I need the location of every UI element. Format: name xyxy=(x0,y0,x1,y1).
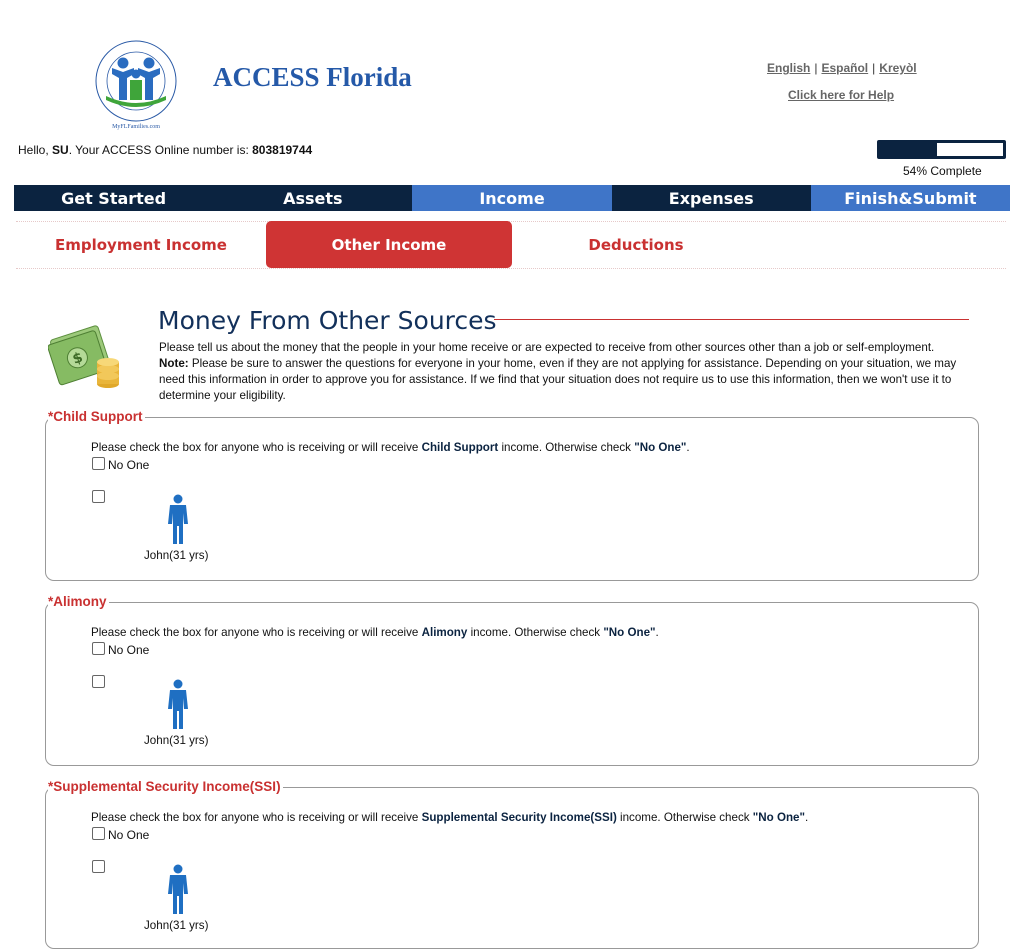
title-rule xyxy=(494,319,969,320)
brand-title: ACCESS Florida xyxy=(213,62,412,92)
florida-dcf-seal-icon xyxy=(90,38,182,130)
alimony-john-checkbox[interactable] xyxy=(92,675,105,688)
language-links: English | Español | Kreyòl xyxy=(767,61,917,75)
question-after: income. Otherwise check xyxy=(616,811,753,824)
child-support-person-label: John(31 yrs) xyxy=(144,549,209,562)
subtab-other-income[interactable]: Other Income xyxy=(266,221,512,268)
logo-caption: MyFLFamilies.com xyxy=(112,124,160,130)
person-icon xyxy=(167,494,189,544)
subnav-bottom-divider xyxy=(16,268,1006,269)
ssi-john-checkbox[interactable] xyxy=(92,860,105,873)
help-link-wrap xyxy=(788,88,894,102)
child-support-question xyxy=(91,441,690,454)
money-stack-icon xyxy=(48,318,124,392)
income-type: Child Support xyxy=(421,441,499,454)
greeting xyxy=(18,143,312,157)
user-name: SU xyxy=(52,143,69,157)
question-before: Please check the box for anyone who is receiving or will receive xyxy=(91,441,422,454)
help-link[interactable]: Click here for Help xyxy=(788,88,895,102)
tab-income[interactable]: Income xyxy=(412,185,611,211)
question-before: Please check the box for anyone who is receiving or will receive xyxy=(91,626,422,639)
child-support-no-one-checkbox[interactable] xyxy=(92,457,105,470)
progress-fill xyxy=(937,143,1003,156)
progress-bar xyxy=(877,140,1006,159)
alimony-no-one-checkbox[interactable] xyxy=(92,642,105,655)
greeting-middle: . Your ACCESS Online number is: xyxy=(68,143,253,157)
section-title: Money From Other Sources xyxy=(158,306,497,335)
no-one-quoted: "No One" xyxy=(752,811,805,824)
tab-get-started[interactable]: Get Started xyxy=(14,185,213,211)
ssi-no-one-label: No One xyxy=(108,828,150,842)
section-intro xyxy=(159,340,979,404)
person-icon xyxy=(167,679,189,729)
tab-finish-submit[interactable]: Finish&Submit xyxy=(811,185,1010,211)
tab-expenses[interactable]: Expenses xyxy=(612,185,811,211)
question-before: Please check the box for anyone who is receiving or will receive xyxy=(91,811,422,824)
note-label: Note: xyxy=(159,357,189,370)
child-support-no-one-label: No One xyxy=(108,458,150,472)
child-support-john-checkbox[interactable] xyxy=(92,490,105,503)
progress-label: 54% Complete xyxy=(903,164,982,178)
alimony-question xyxy=(91,626,659,639)
lang-kreyol-link[interactable]: Kreyòl xyxy=(879,61,917,75)
lang-espanol-link[interactable]: Español xyxy=(821,61,869,75)
question-end: . xyxy=(686,441,690,454)
main-nav xyxy=(14,185,1010,211)
income-type: Alimony xyxy=(421,626,468,639)
person-icon xyxy=(167,864,189,914)
no-one-quoted: "No One" xyxy=(634,441,687,454)
sub-nav xyxy=(16,221,1006,269)
question-after: income. Otherwise check xyxy=(467,626,604,639)
subtab-employment-income[interactable]: Employment Income xyxy=(55,235,227,254)
alimony-legend: *Alimony xyxy=(48,594,107,609)
tab-assets[interactable]: Assets xyxy=(213,185,412,211)
ssi-question xyxy=(91,811,808,824)
question-end: . xyxy=(655,626,659,639)
svg-text:$: $ xyxy=(70,349,85,368)
access-number: 803819744 xyxy=(252,143,313,157)
subtab-deductions[interactable]: Deductions xyxy=(588,235,684,254)
income-type: Supplemental Security Income(SSI) xyxy=(421,811,617,824)
alimony-no-one-label: No One xyxy=(108,643,150,657)
note-text: Please be sure to answer the questions for everyone in your home, even if they are not applying for assistance. Depending on your situation, we may need this information in order to approve you for assistance. If we find that your situation does not require us to use this information, then we won't use it to determine your eligibility. xyxy=(159,357,957,402)
ssi-no-one-checkbox[interactable] xyxy=(92,827,105,840)
question-after: income. Otherwise check xyxy=(498,441,635,454)
no-one-quoted: "No One" xyxy=(603,626,656,639)
ssi-legend: *Supplemental Security Income(SSI) xyxy=(48,779,281,794)
greeting-prefix: Hello, xyxy=(18,143,53,157)
ssi-person-label: John(31 yrs) xyxy=(144,919,209,932)
child-support-legend: *Child Support xyxy=(48,409,143,424)
question-end: . xyxy=(805,811,809,824)
alimony-person-label: John(31 yrs) xyxy=(144,734,209,747)
lang-english-link[interactable]: English xyxy=(767,61,811,75)
intro-text: Please tell us about the money that the people in your home receive or are expected to receive from other sources other than a job or self-employment. xyxy=(159,341,935,354)
